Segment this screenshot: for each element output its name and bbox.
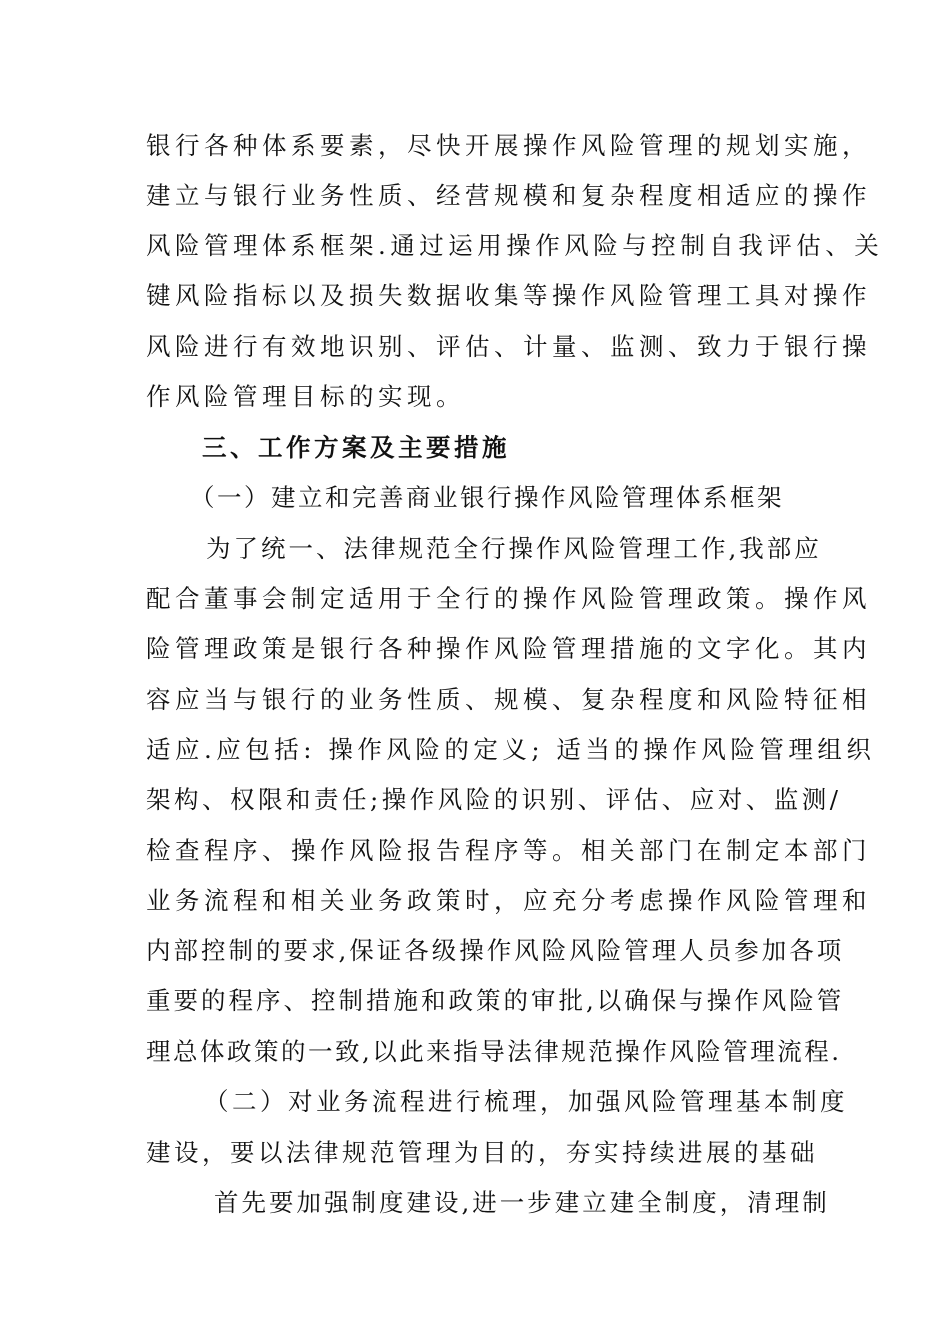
paragraph-line: 建设，要以法律规范管理为目的，夯实持续进展的基础 xyxy=(146,1138,818,1167)
paragraph-line: 首先要加强制度建设,进一步建立建全制度，清理制 xyxy=(214,1188,830,1217)
paragraph-line: 险管理政策是银行各种操作风险管理措施的文字化。其内 xyxy=(146,634,871,663)
paragraph-line: 业务流程和相关业务政策时，应充分考虑操作风险管理和 xyxy=(146,886,871,915)
section-heading: 三、工作方案及主要措施 xyxy=(202,433,510,462)
paragraph-line: 风险管理体系框架.通过运用操作风险与控制自我评估、关 xyxy=(146,231,884,260)
paragraph-line: 容应当与银行的业务性质、规模、复杂程度和风险特征相 xyxy=(146,685,871,714)
paragraph-line: 理总体政策的一致,以此来指导法律规范操作风险管理流程. xyxy=(146,1037,842,1066)
paragraph-line: 架构、权限和责任;操作风险的识别、评估、应对、监测/ xyxy=(146,785,842,814)
paragraph-line: 内部控制的要求,保证各级操作风险风险管理人员参加各项 xyxy=(146,936,845,965)
paragraph-line: 配合董事会制定适用于全行的操作风险管理政策。操作风 xyxy=(146,584,871,613)
paragraph-line: 键风险指标以及损失数据收集等操作风险管理工具对操作 xyxy=(146,281,871,310)
paragraph-line: 作风险管理目标的实现。 xyxy=(146,382,465,411)
paragraph-line: 检查程序、操作风险报告程序等。相关部门在制定本部门 xyxy=(146,836,871,865)
paragraph-line: 建立与银行业务性质、经营规模和复杂程度相适应的操作 xyxy=(146,181,871,210)
paragraph-line: 重要的程序、控制措施和政策的审批,以确保与操作风险管 xyxy=(146,986,845,1015)
paragraph-line: 风险进行有效地识别、评估、计量、监测、致力于银行操 xyxy=(146,332,871,361)
subsection-heading: （一）建立和完善商业银行操作风险管理体系框架 xyxy=(190,483,784,512)
paragraph-line: 银行各种体系要素，尽快开展操作风险管理的规划实施， xyxy=(146,131,871,160)
paragraph-line: 适应.应包括: 操作风险的定义; 适当的操作风险管理组织 xyxy=(146,735,876,764)
subsection-heading: （二）对业务流程进行梳理，加强风险管理基本制度 xyxy=(204,1087,848,1116)
paragraph-line: 为了统一、法律规范全行操作风险管理工作,我部应 xyxy=(206,534,822,563)
